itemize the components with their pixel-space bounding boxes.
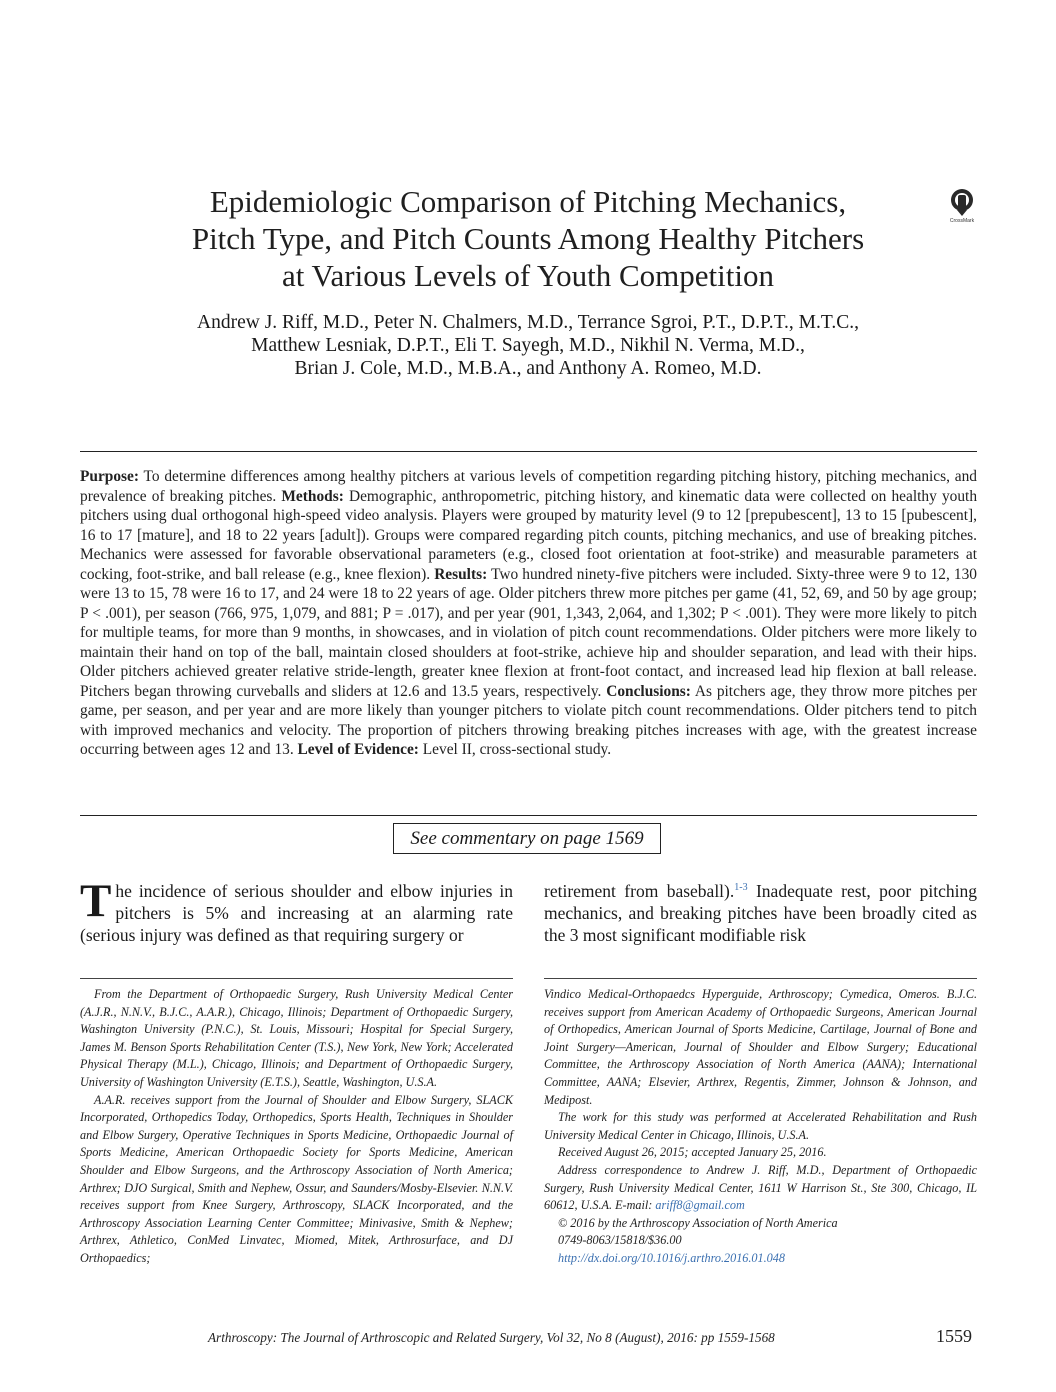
footnote-text: The work for this study was performed at Accelerated Rehabilitation and Rush University Medical Center in Chicago, Illinois, U.S.A. (544, 1110, 977, 1142)
issn-note (544, 1232, 977, 1250)
abstract-paragraph (80, 467, 977, 760)
abstract-bottom-rule (80, 815, 977, 816)
dates-note (544, 1144, 977, 1162)
body-column-right (544, 880, 977, 946)
body-text-right-a: retirement from baseball). (544, 881, 735, 901)
footnote-text: A.A.R. receives support from the Journal of Shoulder and Elbow Surgery, SLACK Incorporated, Orthopedics Today, Orthopedics, Sports Health, Techniques in Shoulder and Elbow Surgery, Operative Techniques in Sports Medicine, Orthopaedic Journal of Sports Medicine, American Orthopaedic Society for Sports Medicine, American Shoulder and Elbow Surgeons, and the Arthroscopy Association of North America; Arthrex; DJO Surgical, Smith and Nephew, Ossur, and Saunders/Mosby-Elsevier. N.N.V. receives support from Knee Surgery, Arthroscopy, SLACK Incorporated, and the Arthroscopy Association Learning Center Committee; Minivasive, Smith & Nephew; Arthrex, Athletico, ConMed Linvatec, Miomed, Mitek, Arthrosurface, and DJ Orthopaedics; (80, 1092, 513, 1265)
author-line: Andrew J. Riff, M.D., Peter N. Chalmers, M.D., Terrance Sgroi, P.T., D.P.T., M.T.C., (197, 312, 859, 333)
footnote-text: Vindico Medical-Orthopaedcs Hyperguide, Arthroscopy; Cymedica, Omeros. B.J.C. receives support from American Academy of Orthopaedic Surgeons, American Journal of Orthopedics, American Journal of Sports Medicine, Cartilage, Journal of Bone and Joint Surgery—American, Journal of Shoulder and Elbow Surgery; Educational Committee, the Arthroscopy Association of North America (AANA); International Committee, AANA; Elsevier, Arthrex, Regentis, Zimmer, Johnson & Johnson, and Medipost. (544, 987, 977, 1107)
crossmark-label: CrossMark (949, 218, 975, 224)
title-line: at Various Levels of Youth Competition (282, 258, 774, 293)
page-number: 1559 (936, 1326, 972, 1346)
footnote-text: © 2016 by the Arthroscopy Association of North America (558, 1215, 838, 1230)
body-paragraph (544, 880, 977, 946)
author-list (100, 311, 956, 380)
footnote-text: Address correspondence to Andrew J. Riff, M.D., Department of Orthopaedic Surgery, Rush University Medical Center, 1611 W Harrison St., Ste 300, Chicago, IL 60612, U.S.A. E-mail: (544, 1162, 977, 1213)
purpose-label: Purpose: (80, 468, 139, 485)
author-line: Matthew Lesniak, D.P.T., Eli T. Sayegh, M.D., Nikhil N. Verma, M.D., (251, 335, 805, 356)
email-link[interactable]: ariff8@gmail.com (655, 1198, 745, 1213)
methods-label: Methods: (281, 487, 344, 505)
conclusions-label: Conclusions: (606, 682, 691, 700)
drop-cap: T (80, 875, 112, 927)
footnotes-left (80, 986, 513, 1268)
methods-text: Demographic, anthropometric, pitching history, and kinematic data were collected on healthy youth pitchers using dual orthogonal high-speed video analysis. Players were grouped by maturity level (9 to 12 [prepubescent], 13 to 15 [pubescent], 16 to 17 [mature], and 18 to 22 years [adult]). Groups were compared regarding pitch counts, pitching mechanics, and use of breaking pitches. Mechanics were assessed for favorable observational parameters (e.g., closed foot orientation at foot-strike) and measurable parameters at cocking, foot-strike, and ball release (e.g., knee flexion). (80, 487, 978, 583)
author-line: Brian J. Cole, M.D., M.B.A., and Anthony A. Romeo, M.D. (294, 358, 762, 379)
body-paragraph (80, 875, 513, 946)
footnotes-right (544, 986, 977, 1268)
crossmark-logo[interactable] (944, 188, 980, 228)
body-text-left: he incidence of serious shoulder and elbow injuries in pitchers is 5% and increasing at an alarming rate (serious injury was defined as that requiring surgery or (80, 881, 513, 945)
results-text: Two hundred ninety-five pitchers were included. Sixty-three were 9 to 12, 130 were 13 to 15, 78 were 16 to 17, and 24 were 18 to 22 years of age. Older pitchers threw more pitches per game (41, 52, 69, and 50 by age group; P < .001), per season (766, 975, 1,079, and 881; P = .017), and per year (901, 1,343, 2,064, and 1,302; P < .001). They were more likely to pitch for multiple teams, for more than 9 months, in showcases, and in violation of pitch count recommendations. Older pitchers were more likely to maintain their hand on top of the ball, maintain closed shoulders at foot-strike, achieve hip and shoulder separation, and lead with their hips. Older pitchers achieved greater relative stride-length, greater knee flexion at front-foot contact, and increased lead hip flexion at ball release. Pitchers began throwing curveballs and sliders at 12.6 and 13.5 years, respectively. (80, 565, 977, 700)
footnote-text: From the Department of Orthopaedic Surgery, Rush University Medical Center (A.J.R., N.N.V., B.J.C., A.A.R.), Chicago, Illinois; Department of Orthopaedic Surgery, Washington University (P.N.C.), St. Louis, Missouri; Hospital for Special Surgery, James M. Benson Sports Rehabilitation Center (T.S.), New York, New York; Accelerated Physical Therapy (M.L.), Chicago, Illinois; and Department of Orthopaedic Surgery, University of Washington University (E.T.S.), Seattle, Washington, U.S.A. (80, 987, 513, 1089)
commentary-link-box[interactable]: See commentary on page 1569 (393, 823, 661, 854)
title-line: Epidemiologic Comparison of Pitching Mechanics, (209, 184, 847, 219)
body-column-left (80, 875, 513, 946)
conclusions-text: As pitchers age, they throw more pitches per game, per season, and per year and are more likely than younger pitchers to violate pitch count recommendations. Older pitchers tend to pitch with improved mechanics and velocity. The proportion of pitchers throwing breaking pitches increases with age, with the greatest increase occurring between ages 12 and 13. (80, 682, 977, 758)
abstract-top-rule (80, 451, 977, 452)
footnote-text: Received August 26, 2015; accepted January 25, 2016. (558, 1145, 827, 1160)
footnote-text: 0749-8063/15818/$36.00 (558, 1233, 682, 1248)
purpose-text: To determine differences among healthy pitchers at various levels of competition regarding pitching history, pitching mechanics, and prevalence of breaking pitches. (80, 468, 977, 505)
copyright-note (544, 1215, 977, 1233)
reference-link[interactable]: 1-3 (734, 882, 748, 894)
study-location-note (544, 1109, 977, 1144)
doi-link[interactable]: http://dx.doi.org/10.1016/j.arthro.2016.01.048 (558, 1250, 785, 1265)
title-line: Pitch Type, and Pitch Counts Among Healthy Pitchers (191, 221, 865, 256)
correspondence-note (544, 1162, 977, 1215)
level-text: Level II, cross-sectional study. (418, 741, 612, 758)
level-label: Level of Evidence: (297, 741, 419, 758)
affiliation-note (80, 986, 513, 1092)
disclosure-note-continued (544, 986, 977, 1109)
article-title (130, 183, 926, 294)
footnote-rule-right (544, 978, 977, 979)
results-label: Results: (434, 565, 488, 583)
running-footer: Arthroscopy: The Journal of Arthroscopic and Related Surgery, Vol 32, No 8 (August), 2016: pp 1559-1568 (208, 1330, 775, 1345)
disclosure-note (80, 1092, 513, 1268)
doi-note (544, 1250, 977, 1268)
abstract (80, 467, 977, 760)
body-text-right-b: Inadequate rest, poor pitching mechanics, and breaking pitches have been broadly cited as the 3 most significant modifiable risk (544, 881, 977, 945)
footnote-rule-left (80, 978, 513, 979)
crossmark-icon (950, 188, 974, 218)
